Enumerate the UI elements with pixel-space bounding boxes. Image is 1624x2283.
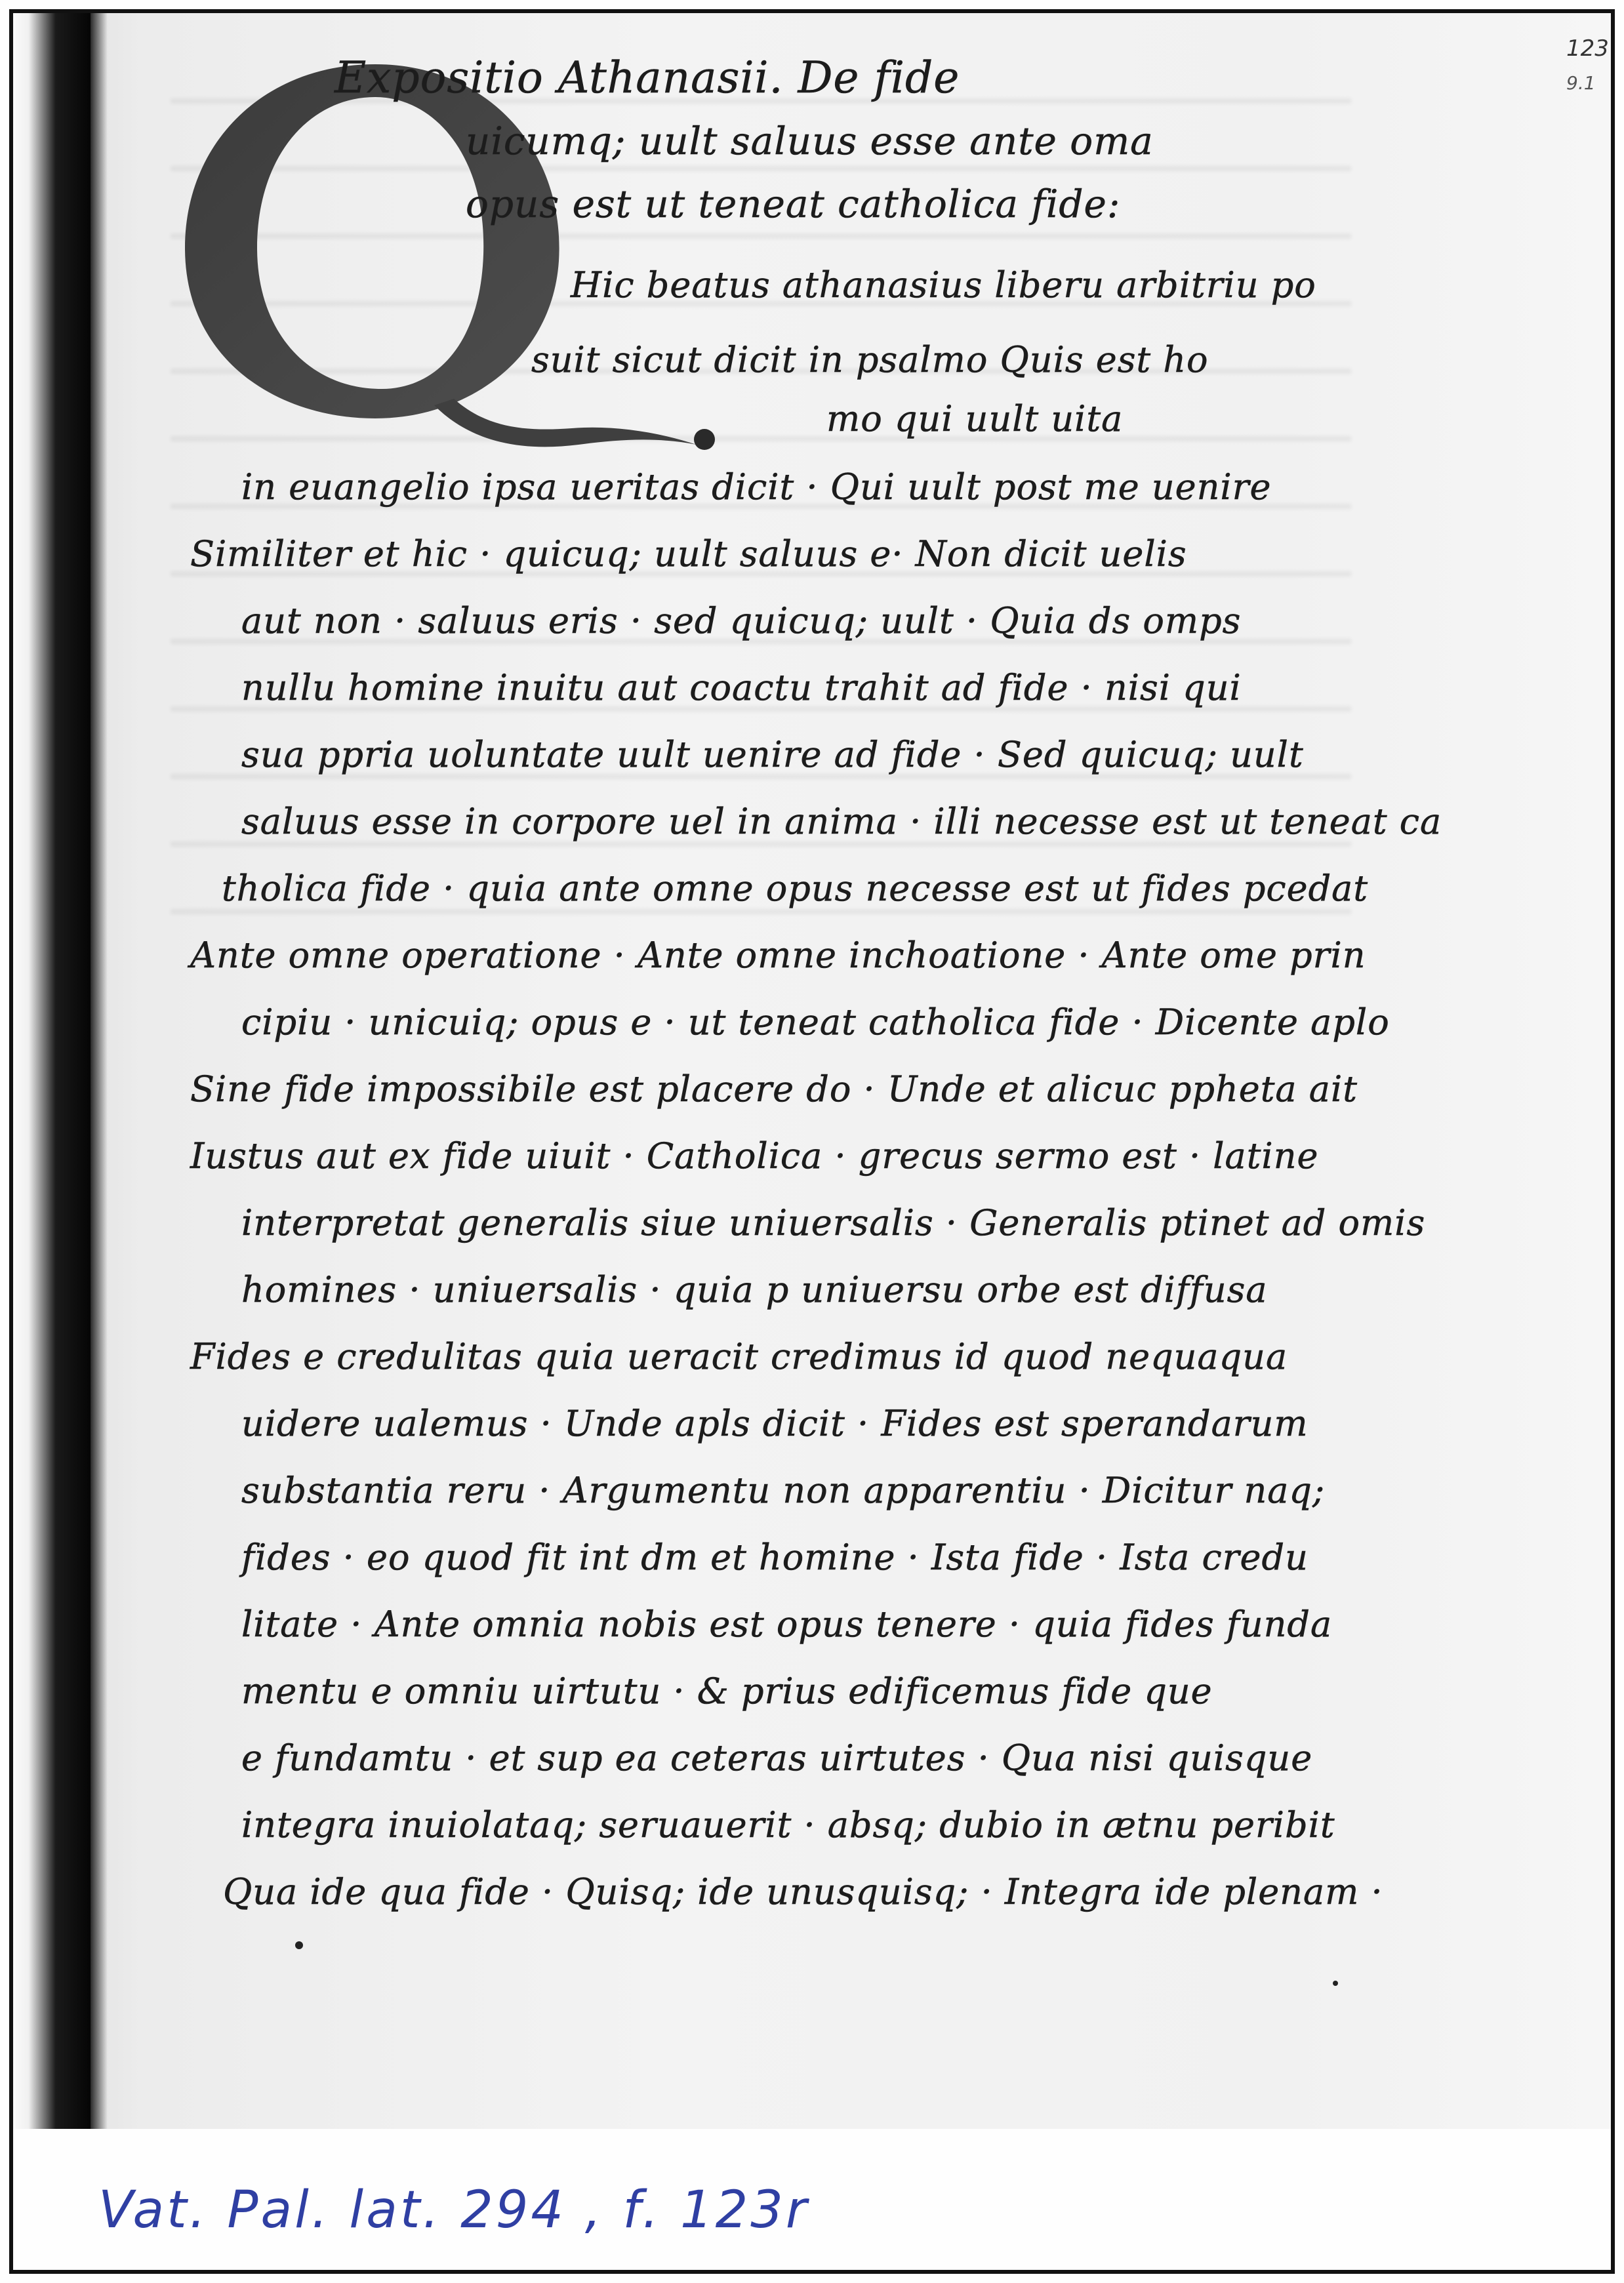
text-line: Qua ide qua fide · Quisq; ide unusquisq; · Integra ide plenam ·	[223, 1871, 1383, 1912]
text-line: Similiter et hic · quicuq; uult saluus e· Non dicit uelis	[190, 533, 1187, 575]
foliation-number: 123	[1566, 35, 1609, 62]
ink-dot	[295, 1941, 303, 1949]
text-line: fides · eo quod fit int dm et homine · Ista fide · Ista credu	[241, 1537, 1309, 1578]
text-line: sua ppria uoluntate uult uenire ad fide · Sed quicuq; uult	[241, 734, 1304, 775]
text-line: suit sicut dicit in psalmo Quis est ho	[531, 339, 1209, 380]
text-line: e fundamtu · et sup ea ceteras uirtutes · Qua nisi quisque	[241, 1737, 1313, 1779]
shelfmark-caption: Vat. Pal. lat. 294 , f. 123r	[98, 2181, 809, 2240]
text-line: litate · Ante omnia nobis est opus tenere · quia fides funda	[241, 1604, 1333, 1645]
text-line: saluus esse in corpore uel in anima · illi necesse est ut teneat ca	[241, 801, 1442, 842]
text-line: in euangelio ipsa ueritas dicit · Qui uult post me uenire	[241, 466, 1272, 508]
text-line: uidere ualemus · Unde apls dicit · Fides est sperandarum	[241, 1403, 1309, 1444]
binding-edge	[13, 13, 91, 2129]
text-line: Expositio Athanasii. De fide	[335, 52, 960, 103]
text-line: interpretat generalis siue uniuersalis · Generalis ptinet ad omis	[241, 1202, 1426, 1243]
text-line: Fides e credulitas quia ueracit credimus id quod nequaqua	[190, 1336, 1288, 1377]
text-line: homines · uniuersalis · quia p uniuersu orbe est diffusa	[241, 1269, 1268, 1310]
text-line: nullu homine inuitu aut coactu trahit ad fide · nisi qui	[241, 667, 1242, 708]
old-foliation-number: 9.1	[1566, 72, 1596, 94]
ink-dot	[1333, 1981, 1338, 1986]
text-line: uicumq; uult saluus esse ante oma	[466, 119, 1154, 163]
text-line: mentu e omniu uirtutu · & prius edificemus fide que	[241, 1670, 1213, 1712]
text-line: Hic beatus athanasius liberu arbitriu po	[571, 264, 1316, 306]
text-line: aut non · saluus eris · sed quicuq; uult · Quia ds omps	[241, 600, 1242, 641]
decorated-initial-q	[159, 51, 736, 464]
text-line: integra inuiolataq; seruauerit · absq; dubio in ætnu peribit	[241, 1804, 1335, 1846]
text-line: Ante omne operatione · Ante omne inchoatione · Ante ome prin	[190, 935, 1366, 976]
text-line: Sine fide impossibile est placere do · Unde et alicuc ppheta ait	[190, 1068, 1358, 1110]
text-line: mo qui uult uita	[826, 398, 1124, 439]
text-line: cipiu · unicuiq; opus e · ut teneat catholica fide · Dicente aplo	[241, 1001, 1390, 1043]
text-line: tholica fide · quia ante omne opus necesse est ut fides pcedat	[222, 868, 1369, 909]
folio-photograph	[13, 13, 1611, 2129]
text-line: substantia reru · Argumentu non apparentiu · Dicitur naq;	[241, 1470, 1326, 1511]
text-line: opus est ut teneat catholica fide:	[466, 182, 1121, 226]
text-line: Iustus aut ex fide uiuit · Catholica · grecus sermo est · latine	[190, 1135, 1319, 1177]
